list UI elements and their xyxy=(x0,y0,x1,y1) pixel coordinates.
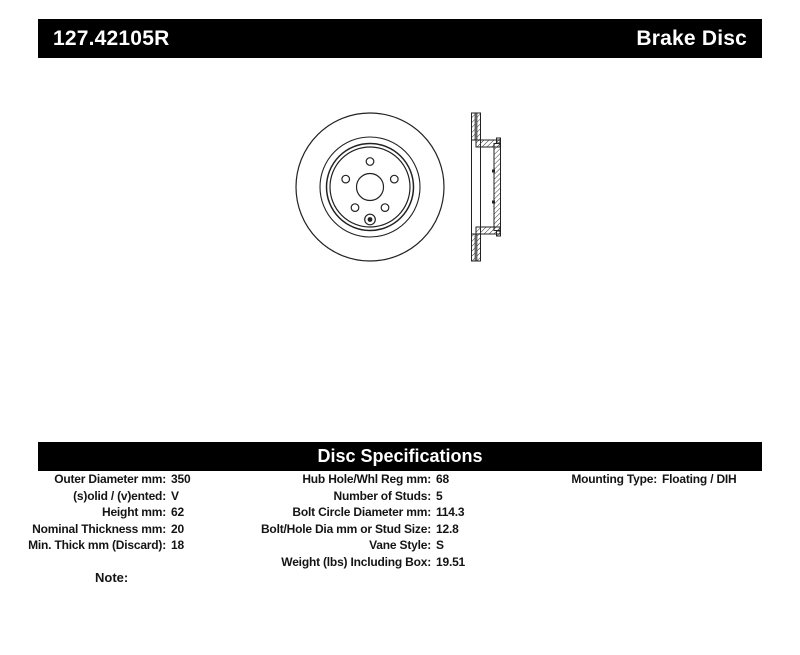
plate-detail-tick xyxy=(492,201,495,204)
note-label: Note: xyxy=(95,570,129,585)
spec-value: V xyxy=(171,488,179,503)
spec-value: 5 xyxy=(436,488,443,503)
part-number: 127.42105R xyxy=(53,26,170,50)
section-title: Disc Specifications xyxy=(317,446,483,466)
spec-value: Floating / DIH xyxy=(662,472,737,486)
spec-column-left xyxy=(20,471,190,554)
stud-hole xyxy=(351,204,359,212)
hat-inner-circle xyxy=(330,147,410,227)
spec-label: Weight (lbs) Including Box: xyxy=(281,554,431,569)
rotor-section-bottom-outboard xyxy=(472,234,476,261)
spec-column-middle xyxy=(240,471,465,570)
spec-label: Number of Studs: xyxy=(333,488,431,503)
spec-label: Mounting Type: xyxy=(571,472,657,486)
outer-diameter-circle xyxy=(296,113,444,261)
hat-mounting-plate xyxy=(494,144,501,231)
spec-value: 20 xyxy=(171,521,184,536)
plate-bottom-lip xyxy=(497,231,501,236)
stud-hole xyxy=(391,175,399,183)
spec-value: 62 xyxy=(171,505,184,519)
spec-value: 350 xyxy=(171,472,191,486)
spec-label: Outer Diameter mm: xyxy=(54,472,166,486)
section-bar xyxy=(38,442,762,471)
braking-surface-inner-circle xyxy=(320,137,420,237)
spec-label: Vane Style: xyxy=(369,538,431,552)
spec-column-right xyxy=(560,471,737,488)
brake-disc-front-view xyxy=(296,113,444,261)
spec-label: Hub Hole/Whl Reg mm: xyxy=(302,472,431,486)
spec-label: Nominal Thickness mm: xyxy=(32,521,166,536)
stud-hole xyxy=(342,175,350,183)
rotor-section-bottom-inboard xyxy=(477,234,481,261)
spec-value: S xyxy=(436,538,444,552)
plate-detail-tick xyxy=(492,170,495,173)
stud-hole xyxy=(381,204,389,212)
rotor-section-top-outboard xyxy=(472,113,476,140)
hub-center-hole xyxy=(357,174,384,201)
spec-value: 19.51 xyxy=(436,554,466,569)
spec-value: 18 xyxy=(171,538,184,552)
spec-label: Bolt/Hole Dia mm or Stud Size: xyxy=(260,521,431,536)
spec-label: Height mm: xyxy=(101,505,166,519)
plate-top-lip xyxy=(497,138,501,143)
spec-label: Bolt Circle Diameter mm: xyxy=(292,505,431,519)
spec-value: 68 xyxy=(436,472,449,486)
stud-hole xyxy=(366,158,374,166)
spec-value: 114.3 xyxy=(436,505,465,519)
rotor-section-top-inboard xyxy=(477,113,481,140)
spec-value: 12.8 xyxy=(436,521,459,536)
brake-disc-cross-section-view xyxy=(472,113,501,261)
stud-holes xyxy=(342,158,398,212)
spec-label: Min. Thick mm (Discard): xyxy=(28,538,166,552)
product-title: Brake Disc xyxy=(636,26,747,50)
spec-label: (s)olid / (v)ented: xyxy=(73,488,166,503)
orientation-mark xyxy=(365,214,376,225)
